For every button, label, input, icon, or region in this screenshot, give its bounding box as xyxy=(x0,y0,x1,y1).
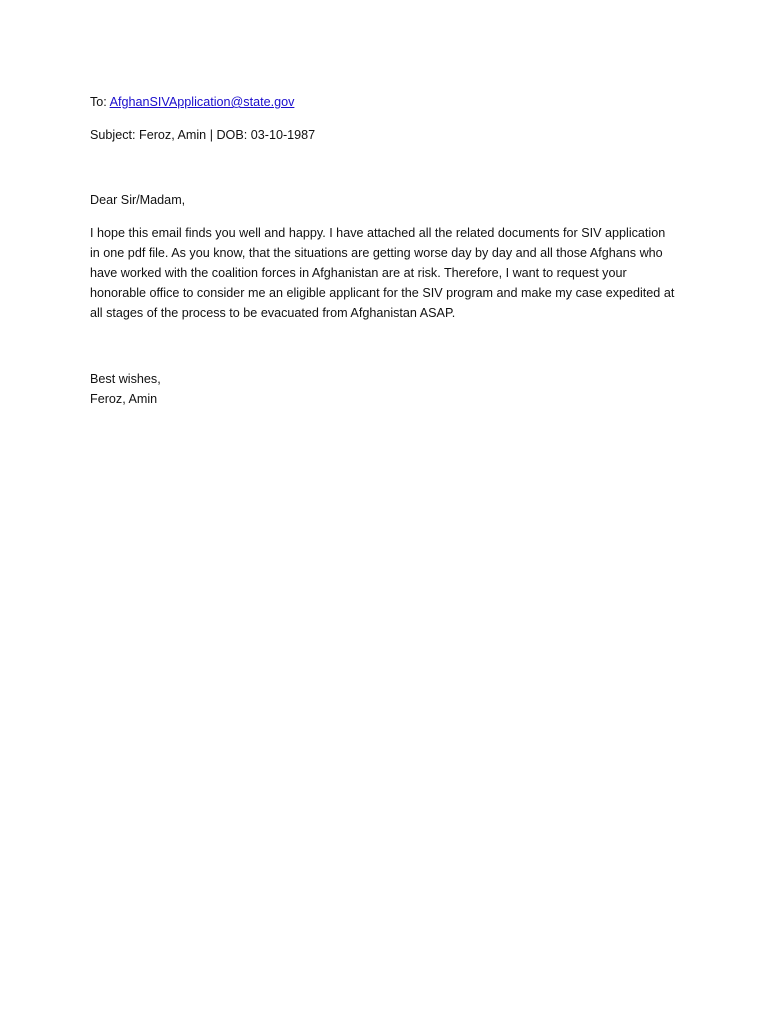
to-line xyxy=(90,92,675,112)
closing-block xyxy=(90,369,675,409)
recipient-email-link[interactable]: AfghanSIVApplication@state.gov xyxy=(109,95,295,109)
email-body-container xyxy=(90,92,675,409)
body-paragraph: I hope this email finds you well and happy. I have attached all the related documents for SIV application in one pdf file. As you know, that the situations are getting worse day by day and all those Afghans who have worked with the coalition forces in Afghanistan are at risk. Therefore, I want to request your honorable office to consider me an eligible applicant for the SIV program and make my case expedited at all stages of the process to be evacuated from Afghanistan ASAP. xyxy=(90,226,675,320)
to-label: To: xyxy=(90,95,110,109)
signature: Feroz, Amin xyxy=(90,392,158,406)
closing: Best wishes, xyxy=(90,372,161,386)
subject-line: Subject: Feroz, Amin | DOB: 03-10-1987 xyxy=(90,128,316,142)
greeting: Dear Sir/Madam, xyxy=(90,193,186,207)
